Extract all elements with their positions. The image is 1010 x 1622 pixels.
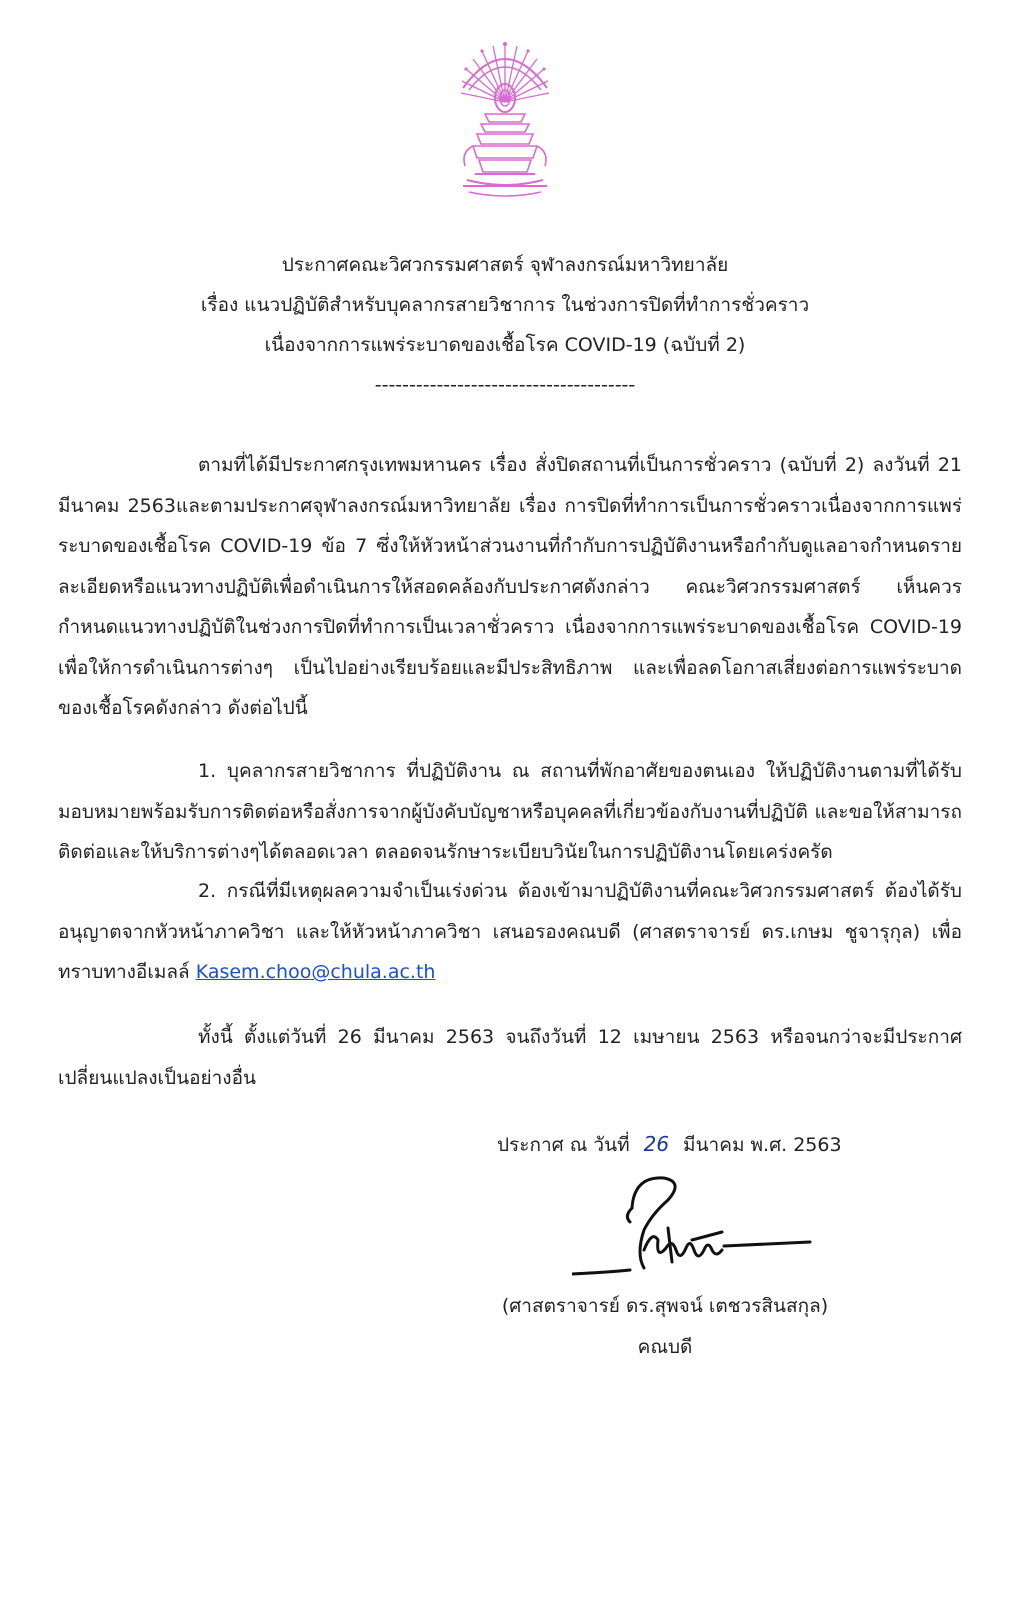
signer-title: คณบดี — [637, 1336, 693, 1358]
dateline — [497, 1126, 842, 1163]
email-link[interactable]: Kasem.choo@chula.ac.th — [195, 961, 436, 983]
chula-emblem-icon — [455, 40, 555, 205]
intro-paragraph: ตามที่ได้มีประกาศกรุงเทพมหานคร เรื่อง สั่งปิดสถานที่เป็นการชั่วคราว (ฉบับที่ 2) ลงวันที่ 21 มีนาคม 2563และตามประกาศจุฬาลงกรณ์มหาวิทยาลัย เรื่อง การปิดที่ทำการเป็นการชั่วคราวเนื่องจากการแพร่ระบาดของเชื้อโรค COVID-19 ข้อ 7 ซึ่งให้หัวหน้าส่วนงานที่กำกับการปฏิบัติงานหรือกำกับดูแลอาจกำหนดรายละเอียดหรือแนวทางปฏิบัติเพื่อดำเนินการให้สอดคล้องกับประกาศดังกล่าว คณะวิศวกรรมศาสตร์ เห็นควรกำหนดแนวทางปฏิบัติในช่วงการปิดที่ทำการเป็นเวลาชั่วคราว เนื่องจากการแพร่ระบาดของเชื้อโรค COVID-19 เพื่อให้การดำเนินการต่างๆ เป็นไปอย่างเรียบร้อยและมีประสิทธิภาพ และเพื่อลดโอกาสเสี่ยงต่อการแพร่ระบาดของเชื้อโรคดังกล่าว ดังต่อไปนี้ — [58, 454, 962, 719]
guideline-item-1: 1. บุคลากรสายวิชาการ ที่ปฏิบัติงาน ณ สถานที่พักอาศัยของตนเอง ให้ปฏิบัติงานตามที่ได้รับมอบหมายพร้อมรับการติดต่อหรือสั่งการจากผู้บังคับบัญชาหรือบุคคลที่เกี่ยวข้องกับงานที่ปฏิบัติ และขอให้สามารถติดต่อและให้บริการต่างๆได้ตลอดเวลา ตลอดจนรักษาระเบียบวินัยในการปฏิบัติงานโดยเคร่งครัด — [58, 760, 962, 863]
dateline-day: 26 — [643, 1132, 670, 1156]
closing-paragraph: ทั้งนี้ ตั้งแต่วันที่ 26 มีนาคม 2563 จนถึงวันที่ 12 เมษายน 2563 หรือจนกว่าจะมีประกาศเปลี่ยนแปลงเป็นอย่างอื่น — [58, 1026, 962, 1089]
header-line-subject: เรื่อง แนวปฏิบัติสำหรับบุคลากรสายวิชาการ ในช่วงการปิดที่ทำการชั่วคราว — [200, 294, 810, 316]
header-line-faculty: ประกาศคณะวิศวกรรมศาสตร์ จุฬาลงกรณ์มหาวิทยาลัย — [281, 254, 729, 276]
guideline-item-2 — [58, 871, 962, 993]
header-line-cause: เนื่องจากการแพร่ระบาดของเชื้อโรค COVID-19 (ฉบับที่ 2) — [264, 334, 746, 356]
header-divider: -------------------------------------- — [374, 374, 636, 396]
signer-name: (ศาสตราจารย์ ดร.สุพจน์ เตชวรสินสกุล) — [501, 1295, 829, 1317]
announcement-header — [0, 245, 1010, 405]
handwritten-signature — [572, 1170, 832, 1280]
guideline-item-2-text: 2. กรณีที่มีเหตุผลความจำเป็นเร่งด่วน ต้องเข้ามาปฏิบัติงานที่คณะวิศวกรรมศาสตร์ ต้องได้รับอนุญาตจากหัวหน้าภาควิชา และให้หัวหน้าภาควิชา เสนอรองคณบดี (ศาสตราจารย์ ดร.เกษม ชูจารุกุล) เพื่อทราบทางอีเมลล์ — [58, 880, 962, 983]
dateline-prefix: ประกาศ ณ วันที่ — [497, 1134, 630, 1156]
dateline-suffix: มีนาคม พ.ศ. 2563 — [683, 1134, 842, 1156]
